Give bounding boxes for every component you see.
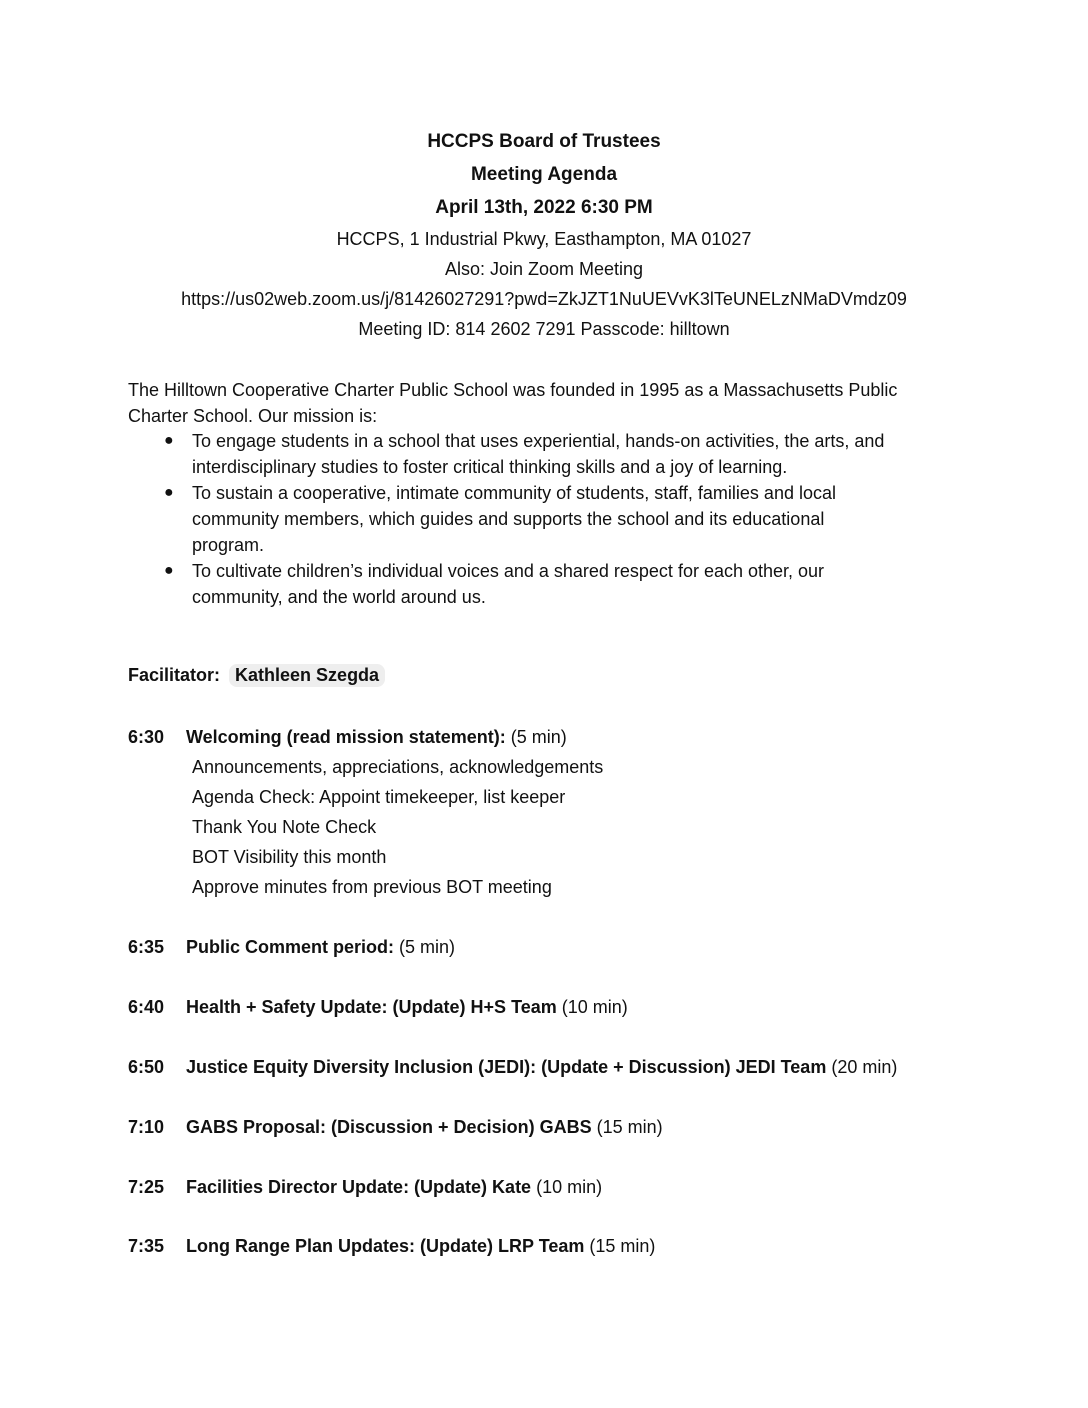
agenda-duration: (15 min)	[591, 1117, 663, 1137]
mission-list	[160, 428, 960, 610]
mission-line: To engage students in a school that uses experiential, hands-on activities, the arts, and	[192, 431, 885, 451]
agenda-title: Public Comment period:	[186, 937, 400, 957]
meeting-address: HCCPS, 1 Industrial Pkwy, Easthampton, MA 01027	[336, 229, 752, 249]
agenda-item	[128, 1236, 655, 1257]
agenda-time: 7:35	[128, 1236, 165, 1256]
agenda-item	[128, 937, 455, 958]
welcoming-subitem: BOT Visibility this month	[192, 847, 387, 867]
facilitator-line	[128, 664, 385, 687]
agenda-duration: (5 min)	[505, 727, 567, 747]
welcoming-subitem: Announcements, appreciations, acknowledgements	[192, 757, 604, 777]
bullet-icon: ●	[164, 562, 174, 579]
intro-paragraph	[128, 377, 968, 429]
agenda-duration: (10 min)	[531, 1177, 603, 1197]
mission-item	[160, 558, 960, 610]
agenda-title: GABS Proposal: (Discussion + Decision) GABS	[186, 1117, 592, 1137]
mission-line: To cultivate children’s individual voices and a shared respect for each other, our	[192, 561, 825, 581]
welcoming-subitem: Thank You Note Check	[192, 817, 377, 837]
mission-item	[160, 480, 960, 558]
board-title: HCCPS Board of Trustees	[427, 131, 661, 152]
intro-line: Charter School. Our mission is:	[128, 406, 378, 426]
mission-line: community, and the world around us.	[192, 587, 486, 607]
meeting-date: April 13th, 2022 6:30 PM	[435, 197, 653, 218]
agenda-title: Long Range Plan Updates: (Update) LRP Team	[186, 1236, 585, 1256]
mission-item	[160, 428, 960, 480]
bullet-icon: ●	[164, 484, 174, 501]
agenda-item	[128, 1117, 663, 1138]
meeting-id: Meeting ID: 814 2602 7291 Passcode: hilltown	[358, 319, 730, 339]
bullet-icon: ●	[164, 432, 174, 449]
welcoming-subitem: Approve minutes from previous BOT meeting	[192, 877, 552, 897]
agenda-duration: (10 min)	[556, 997, 628, 1017]
agenda-title: Health + Safety Update: (Update) H+S Team	[186, 997, 557, 1017]
welcoming-subitem: Agenda Check: Appoint timekeeper, list keeper	[192, 787, 566, 807]
agenda-item	[128, 727, 567, 748]
zoom-label: Also: Join Zoom Meeting	[444, 259, 644, 279]
mission-line: interdisciplinary studies to foster critical thinking skills and a joy of learning.	[192, 457, 788, 477]
agenda-title: Facilities Director Update: (Update) Kate	[186, 1177, 532, 1197]
zoom-link[interactable]: https://us02web.zoom.us/j/81426027291?pwd=ZkJZT1NuUEVvK3lTeUNELzNMaDVmdz09	[181, 289, 907, 309]
agenda-time: 7:10	[128, 1117, 165, 1137]
mission-line: program.	[192, 535, 265, 555]
agenda-time: 6:40	[128, 997, 165, 1017]
facilitator-label: Facilitator:	[128, 665, 221, 685]
facilitator-name-chip[interactable]: Kathleen Szegda	[229, 664, 385, 687]
mission-line: community members, which guides and supports the school and its educational	[192, 509, 825, 529]
agenda-time: 7:25	[128, 1177, 165, 1197]
document-title: Meeting Agenda	[470, 164, 618, 185]
agenda-item	[128, 997, 628, 1018]
intro-line: The Hilltown Cooperative Charter Public School was founded in 1995 as a Massachusetts Public	[128, 380, 898, 400]
agenda-title: Justice Equity Diversity Inclusion (JEDI): (Update + Discussion) JEDI Team	[186, 1057, 827, 1077]
agenda-time: 6:35	[128, 937, 165, 957]
agenda-item	[128, 1057, 897, 1078]
agenda-item	[128, 1177, 602, 1198]
agenda-time: 6:50	[128, 1057, 165, 1077]
mission-line: To sustain a cooperative, intimate community of students, staff, families and local	[192, 483, 836, 503]
agenda-duration: (20 min)	[826, 1057, 898, 1077]
agenda-duration: (5 min)	[399, 937, 456, 957]
agenda-time: 6:30	[128, 727, 165, 747]
agenda-duration: (15 min)	[584, 1236, 656, 1256]
agenda-title: Welcoming (read mission statement):	[186, 727, 506, 747]
